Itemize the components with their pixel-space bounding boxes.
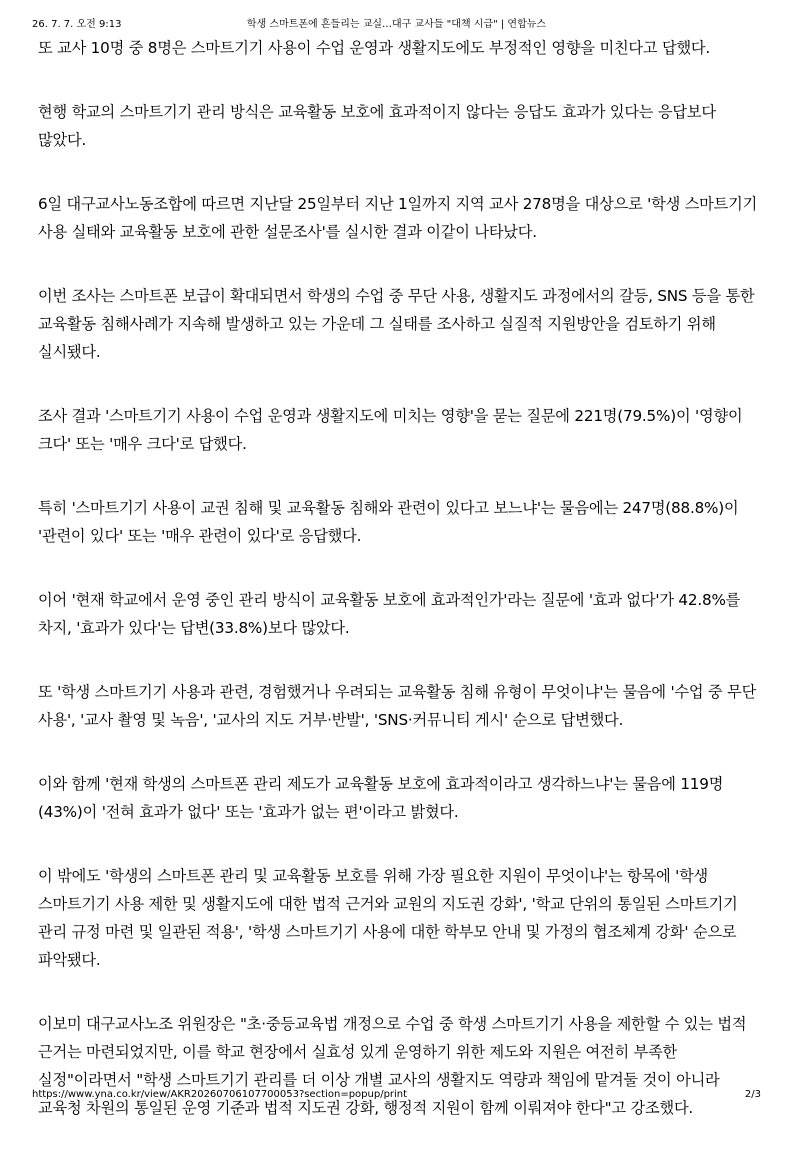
article-paragraph: 현행 학교의 스마트기기 관리 방식은 교육활동 보호에 효과적이지 않다는 응답도 효과가 있다는 응답보다 많았다. xyxy=(38,103,716,149)
article-paragraph: 또 교사 10명 중 8명은 스마트기기 사용이 수업 운영과 생활지도에도 부정적인 영향을 미친다고 답했다. xyxy=(38,39,711,57)
article-paragraph: 이 밖에도 '학생의 스마트폰 관리 및 교육활동 보호를 위해 가장 필요한 지원이 무엇이냐'는 항목에 '학생 스마트기기 사용 제한 및 생활지도에 대한 법적 근거와 교원의 지도권 강화', '학교 단위의 통일된 스마트기기 관리 규정 마련 및 일관된 적용', '학생 스마트기기 사용에 대한 학부모 안내 및 가정의 협조체계 강화' 순으로 파악됐다. xyxy=(38,867,738,969)
article-paragraph: 이어 '현재 학교에서 운영 중인 관리 방식이 교육활동 보호에 효과적인가'라는 질문에 '효과 없다'가 42.8%를 차지, '효과가 있다'는 답변(33.8%)보다 많았다. xyxy=(38,591,741,637)
print-header xyxy=(32,18,761,32)
article-paragraph: 이번 조사는 스마트폰 보급이 확대되면서 학생의 수업 중 무단 사용, 생활지도 과정에서의 갈등, SNS 등을 통한 교육활동 침해사례가 지속해 발생하고 있는 가운데 그 실태를 조사하고 실질적 지원방안을 검토하기 위해 실시됐다. xyxy=(38,287,755,361)
page-url: https://www.yna.co.kr/view/AKR20260706107700053?section=popup/print xyxy=(32,1089,408,1100)
article-paragraph: 6일 대구교사노동조합에 따르면 지난달 25일부터 지난 1일까지 지역 교사 278명을 대상으로 '학생 스마트기기 사용 실태와 교육활동 보호에 관한 설문조사'를 실시한 결과 이같이 나타났다. xyxy=(38,195,758,241)
article-body xyxy=(38,34,760,1158)
print-date: 26. 7. 7. 오전 9:13 xyxy=(32,19,122,30)
print-footer xyxy=(32,1088,761,1102)
article-paragraph: 조사 결과 '스마트기기 사용이 수업 운영과 생활지도에 미치는 영향'을 묻는 질문에 221명(79.5%)이 '영향이 크다' 또는 '매우 크다'로 답했다. xyxy=(38,407,743,453)
article-paragraph: 특히 '스마트기기 사용이 교권 침해 및 교육활동 침해와 관련이 있다고 보느냐'는 물음에는 247명(88.8%)이 '관련이 있다' 또는 '매우 관련이 있다'로 응답했다. xyxy=(38,499,739,545)
page-title: 학생 스마트폰에 흔들리는 교실…대구 교사들 "대책 시급" | 연합뉴스 xyxy=(246,19,547,30)
page-number: 2/3 xyxy=(744,1089,761,1100)
article-paragraph: 이와 함께 '현재 학생의 스마트폰 관리 제도가 교육활동 보호에 효과적이라고 생각하느냐'는 물음에 119명(43%)이 '전혀 효과가 없다' 또는 '효과가 없는 편'이라고 밝혔다. xyxy=(38,775,724,821)
article-paragraph: 또 '학생 스마트기기 사용과 관련, 경험했거나 우려되는 교육활동 침해 유형이 무엇이냐'는 물음에 '수업 중 무단 사용', '교사 촬영 및 녹음', '교사의 지도 거부·반발', 'SNS·커뮤니티 게시' 순으로 답변했다. xyxy=(38,683,757,729)
article-paragraph: 이보미 대구교사노조 위원장은 "초·중등교육법 개정으로 수업 중 학생 스마트기기 사용을 제한할 수 있는 법적 근거는 마련되었지만, 이를 학교 현장에서 실효성 있게 운영하기 위한 제도와 지원은 여전히 부족한 실정"이라면서 "학생 스마트기기 관리를 더 이상 개별 교사의 생활지도 역량과 책임에 맡겨둘 것이 아니라 교육청 차원의 통일된 운영 기준과 법적 지도권 강화, 행정적 지원이 함께 이뤄져야 한다"고 강조했다. xyxy=(38,1015,747,1117)
